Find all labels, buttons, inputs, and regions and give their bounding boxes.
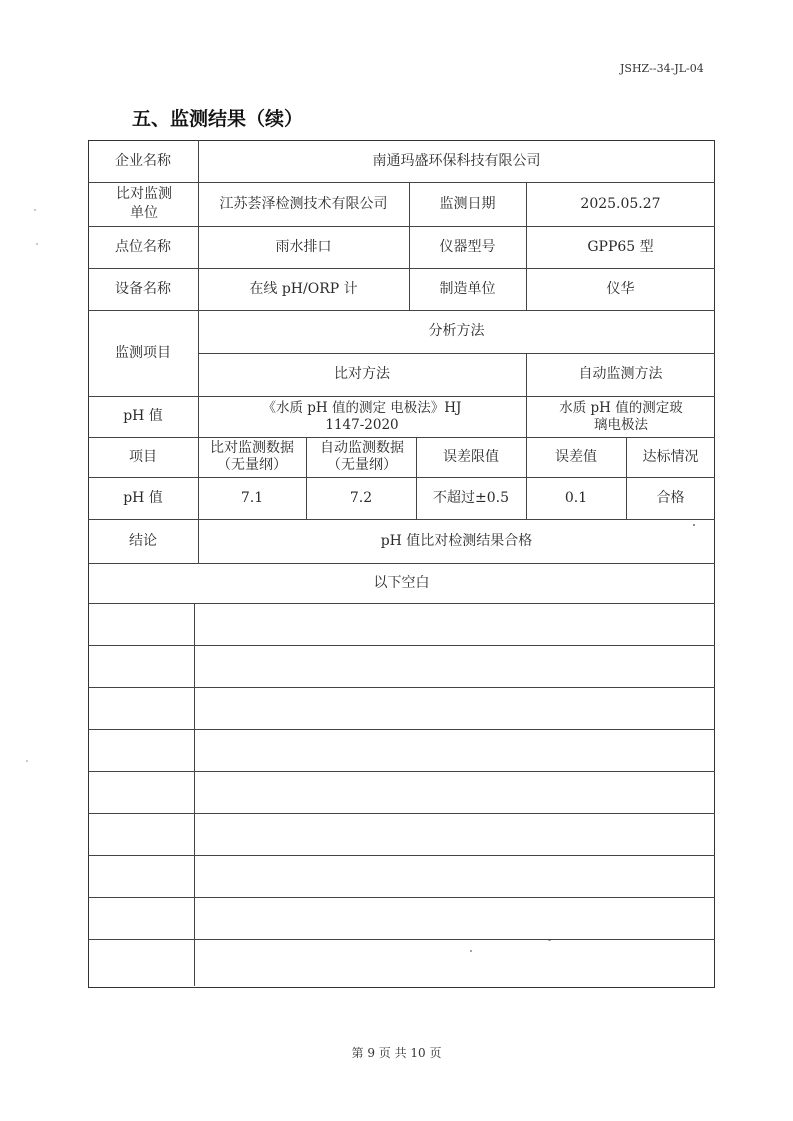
results-header-compare: 比对监测数据（无量纲） (210, 440, 294, 473)
conclusion-label: 结论 (129, 532, 157, 549)
compare-method-value: 《水质 pH 值的测定 电极法》HJ 1147-2020 (262, 399, 462, 433)
analysis-method-header: 分析方法 (428, 323, 485, 340)
scan-speck (36, 243, 38, 245)
results-header-error: 误差值 (555, 448, 597, 465)
results-header-limit: 误差限值 (443, 448, 499, 465)
date-value: 2025.05.27 (580, 195, 661, 212)
result-status: 合格 (656, 489, 685, 506)
scan-speck (26, 760, 28, 762)
company-value: 南通玛盛环保科技有限公司 (372, 152, 541, 169)
blank-row-line (88, 939, 715, 940)
conclusion-value: pH 值比对检测结果合格 (380, 532, 533, 549)
compare-unit-value: 江苏荟泽检测技术有限公司 (219, 195, 388, 212)
company-label: 企业名称 (115, 152, 171, 169)
blank-row-line (88, 897, 715, 898)
scan-speck (693, 524, 695, 526)
point-value: 雨水排口 (275, 238, 332, 255)
monitoring-item-label: 监测项目 (115, 344, 171, 361)
equipment-value: 在线 pH/ORP 计 (249, 280, 358, 297)
model-value: GPP65 型 (587, 238, 654, 255)
results-header-item: 项目 (129, 448, 157, 465)
auto-method-header: 自动监测方法 (578, 366, 663, 383)
result-error-value: 0.1 (564, 489, 588, 506)
result-limit: 不超过±0.5 (433, 489, 509, 506)
section-title: 五、监测结果（续） (132, 108, 304, 130)
maker-value: 仪华 (606, 280, 635, 297)
column-divider (194, 603, 195, 986)
result-compare-value: 7.1 (240, 489, 264, 506)
scan-speck (34, 209, 36, 211)
results-header-auto: 自动监测数据（无量纲） (320, 440, 404, 473)
ph-method-label: pH 值 (123, 408, 163, 425)
result-item: pH 值 (123, 489, 163, 506)
point-label: 点位名称 (115, 238, 171, 255)
blank-note: 以下空白 (373, 574, 430, 591)
blank-row-line (88, 813, 715, 814)
document-code: JSHZ--34-JL-04 (620, 62, 704, 75)
model-label: 仪器型号 (439, 238, 496, 255)
blank-row-line (88, 771, 715, 772)
scan-speck (470, 950, 472, 952)
blank-row-line (88, 645, 715, 646)
date-label: 监测日期 (439, 195, 496, 212)
compare-unit-label: 比对监测单位 (116, 186, 172, 221)
page-number: 第 9 页 共 10 页 (351, 1046, 442, 1060)
scan-speck (548, 940, 551, 941)
blank-row-line (88, 729, 715, 730)
maker-label: 制造单位 (439, 280, 496, 297)
result-auto-value: 7.2 (349, 489, 373, 506)
blank-row-line (88, 687, 715, 688)
results-header-status: 达标情况 (642, 448, 699, 465)
compare-method-header: 比对方法 (334, 366, 390, 383)
row-divider (88, 603, 715, 604)
equipment-label: 设备名称 (115, 280, 171, 297)
blank-row-line (88, 855, 715, 856)
auto-method-value: 水质 pH 值的测定玻璃电极法 (559, 399, 683, 433)
